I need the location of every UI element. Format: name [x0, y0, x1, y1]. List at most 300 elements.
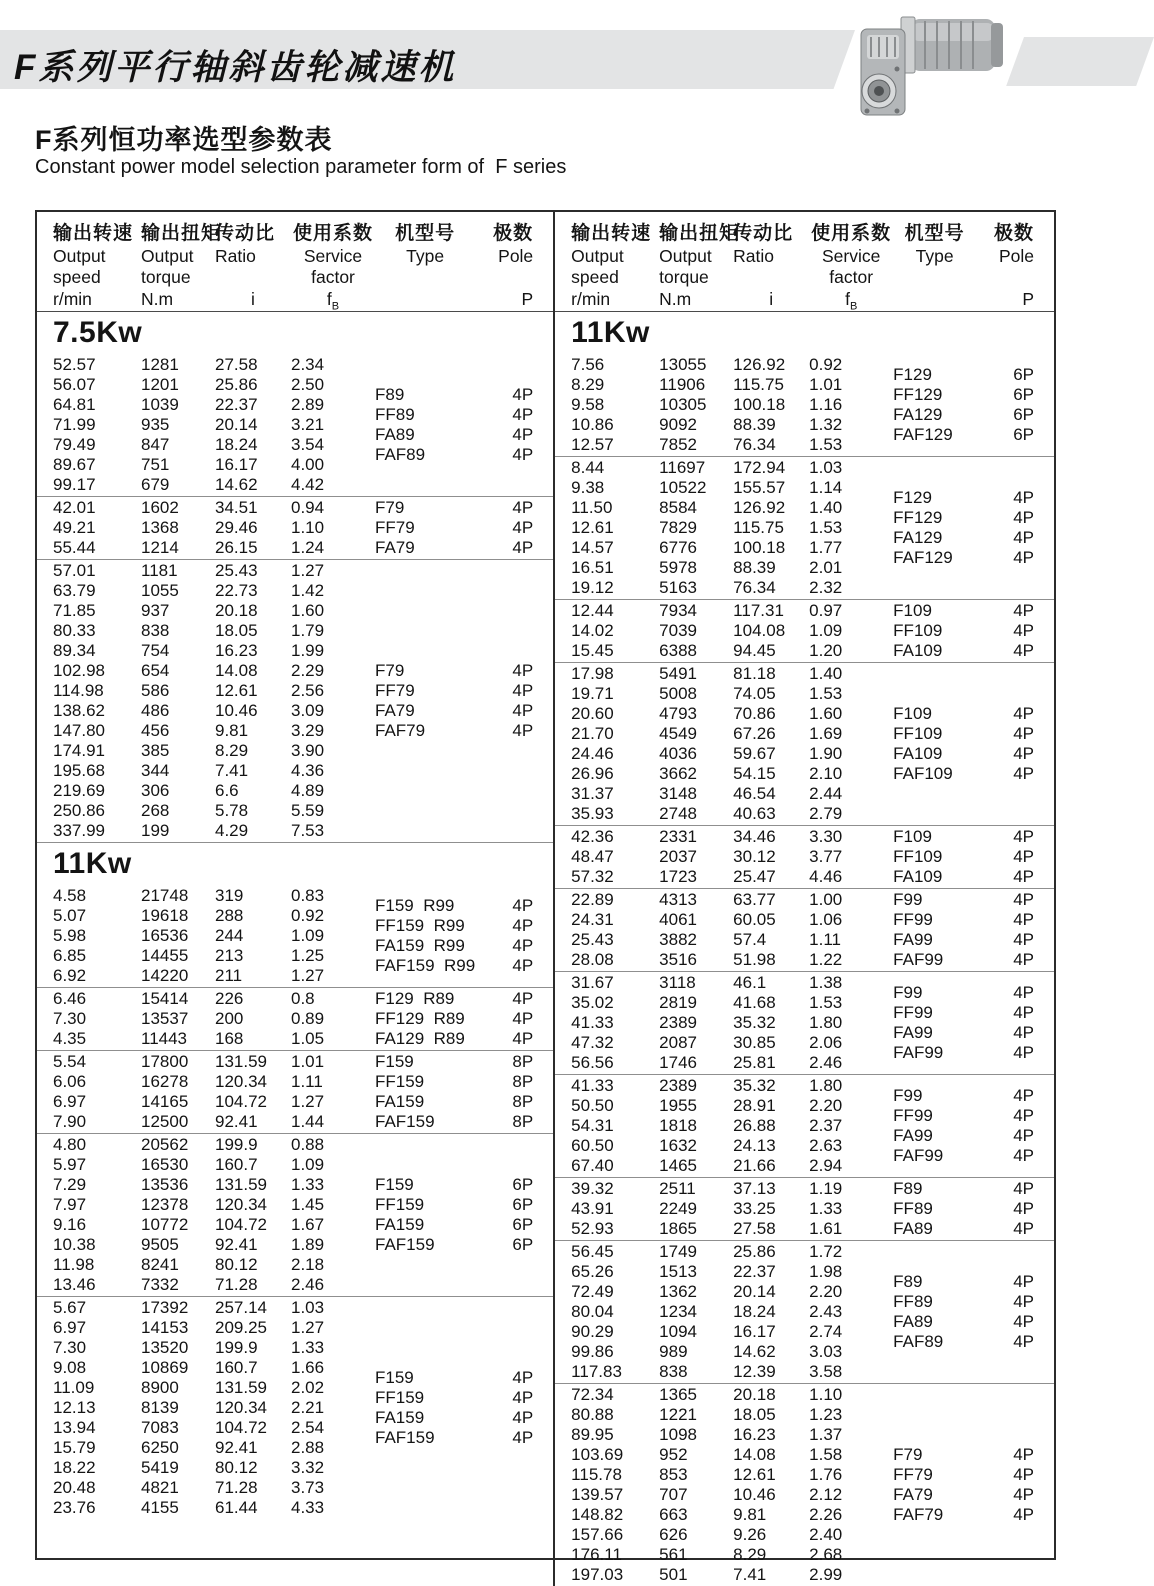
table-row: [53, 1298, 375, 1318]
cell-output-speed: 19.12: [571, 578, 614, 597]
row-group-values: [53, 498, 375, 558]
cell-ratio: 16.17: [215, 455, 258, 474]
cell-output-speed: 6.92: [53, 966, 87, 985]
cell-service-factor: 3.73: [291, 1478, 325, 1497]
cell-output-speed: 99.17: [53, 475, 96, 494]
cell-output-speed: 117.83: [571, 1362, 622, 1381]
cell-ratio: 120.34: [215, 1195, 267, 1214]
cell-output-speed: 43.91: [571, 1199, 614, 1218]
table-row: [53, 581, 375, 601]
type-row: [375, 1408, 533, 1428]
cell-output-torque: 707: [659, 1485, 688, 1504]
cell-output-speed: 20.48: [53, 1478, 96, 1497]
cell-output-speed: 5.07: [53, 906, 87, 925]
column-header-3: [809, 221, 893, 319]
pole-label: 4P: [1013, 983, 1034, 1002]
type-row: [893, 1043, 1034, 1063]
column-header-en: [976, 267, 1034, 288]
column-header-unit: P: [1022, 289, 1034, 309]
cell-output-torque: 1234: [659, 1302, 697, 1321]
cell-output-torque: 12378: [141, 1195, 189, 1214]
cell-output-speed: 11.09: [53, 1378, 95, 1397]
column-header-0: [571, 221, 659, 319]
cell-service-factor: 1.27: [291, 1092, 325, 1111]
type-row: [893, 867, 1034, 887]
type-label: FAF129: [893, 425, 953, 444]
pole-label: 4P: [512, 518, 534, 537]
pole-label: 4P: [512, 1408, 534, 1427]
cell-ratio: 7.41: [733, 1565, 767, 1584]
cell-service-factor: 3.58: [809, 1362, 843, 1381]
type-row: [375, 721, 533, 741]
cell-ratio: 22.37: [215, 395, 258, 414]
cell-output-torque: 4313: [659, 890, 697, 909]
row-group-values: [571, 1385, 893, 1585]
type-row: [893, 1332, 1034, 1352]
pole-label: 6P: [1013, 365, 1034, 384]
cell-service-factor: 2.89: [291, 395, 325, 414]
cell-service-factor: 1.40: [809, 498, 843, 517]
cell-output-speed: 42.01: [53, 498, 96, 517]
cell-output-speed: 72.49: [571, 1282, 614, 1301]
table-row: [53, 1318, 375, 1338]
cell-output-torque: 12500: [141, 1112, 189, 1131]
row-group-values: [571, 601, 893, 661]
type-row: [893, 1126, 1034, 1146]
type-label: F159: [375, 1368, 414, 1387]
table-row: [571, 1219, 893, 1239]
pole-label: 4P: [1013, 1179, 1034, 1198]
type-row: [893, 405, 1034, 425]
cell-output-torque: 10869: [141, 1358, 189, 1377]
cell-output-speed: 250.86: [53, 801, 105, 820]
cell-output-speed: 89.67: [53, 455, 96, 474]
cell-output-torque: 1723: [659, 867, 697, 886]
banner-accent-shape: [1006, 37, 1154, 86]
cell-ratio: 27.58: [215, 355, 258, 374]
column-header-zh: 输出扭矩: [141, 223, 222, 244]
cell-ratio: 10.46: [733, 1485, 776, 1504]
cell-output-torque: 1055: [141, 581, 179, 600]
cell-output-torque: 6388: [659, 641, 697, 660]
cell-ratio: 57.4: [733, 930, 767, 949]
cell-ratio: 88.39: [733, 415, 776, 434]
cell-output-torque: 3516: [659, 950, 697, 969]
column-header-en: torque: [141, 267, 191, 287]
table-row: [571, 395, 893, 415]
cell-service-factor: 0.92: [809, 355, 843, 374]
cell-ratio: 155.57: [733, 478, 786, 497]
type-row: [893, 548, 1034, 568]
row-group-values: [571, 827, 893, 887]
row-group: [37, 1050, 553, 1133]
cell-output-torque: 1602: [141, 498, 179, 517]
type-row: [893, 528, 1034, 548]
cell-ratio: 16.23: [733, 1425, 776, 1444]
cell-ratio: 25.43: [215, 561, 258, 580]
cell-ratio: 26.15: [215, 538, 258, 557]
cell-service-factor: 1.80: [809, 1013, 843, 1032]
type-row: [375, 1112, 533, 1132]
cell-output-torque: 1955: [659, 1096, 697, 1115]
type-row: [893, 910, 1034, 930]
type-label: FA79: [375, 538, 415, 557]
cell-ratio: 18.05: [215, 621, 258, 640]
table-row: [53, 1275, 375, 1295]
cell-output-torque: 6250: [141, 1438, 179, 1457]
cell-output-speed: 41.33: [571, 1076, 614, 1095]
cell-ratio: 92.41: [215, 1235, 258, 1254]
cell-output-torque: 1181: [141, 561, 178, 580]
cell-output-torque: 2087: [659, 1033, 697, 1052]
table-row: [53, 1215, 375, 1235]
table-row: [571, 744, 893, 764]
column-header-en: Output: [659, 246, 712, 266]
type-label: FA129: [893, 528, 943, 547]
table-row: [571, 684, 893, 704]
cell-service-factor: 3.77: [809, 847, 843, 866]
pole-label: 4P: [1013, 601, 1034, 620]
cell-ratio: 104.72: [215, 1092, 267, 1111]
cell-ratio: 30.12: [733, 847, 776, 866]
cell-service-factor: 2.56: [291, 681, 325, 700]
type-label: FAF159: [375, 1112, 435, 1131]
table-row: [571, 1156, 893, 1176]
cell-output-speed: 60.50: [571, 1136, 614, 1155]
cell-output-torque: 3148: [659, 784, 697, 803]
type-row: [375, 936, 533, 956]
cell-ratio: 28.91: [733, 1096, 776, 1115]
type-label: FF109: [893, 621, 943, 640]
table-row: [53, 621, 375, 641]
table-row: [571, 1425, 893, 1445]
table-row: [571, 1545, 893, 1565]
table-row: [53, 946, 375, 966]
table-row: [53, 1235, 375, 1255]
cell-output-speed: 5.97: [53, 1155, 87, 1174]
type-label: F109: [893, 704, 932, 723]
table-row: [571, 1405, 893, 1425]
cell-output-torque: 2389: [659, 1076, 697, 1095]
cell-output-speed: 39.32: [571, 1179, 614, 1198]
cell-service-factor: 7.53: [291, 821, 325, 840]
type-row: [375, 661, 533, 681]
cell-output-speed: 337.99: [53, 821, 105, 840]
table-row: [53, 821, 375, 841]
table-row: [53, 1358, 375, 1378]
cell-ratio: 33.25: [733, 1199, 776, 1218]
pole-label: 4P: [1013, 1332, 1034, 1351]
cell-service-factor: 2.46: [809, 1053, 843, 1072]
table-row: [53, 906, 375, 926]
cell-output-speed: 103.69: [571, 1445, 624, 1464]
row-group-types: [375, 561, 533, 841]
cell-output-speed: 10.86: [571, 415, 614, 434]
column-header-zh: 使用系数: [292, 223, 373, 244]
cell-output-speed: 24.31: [571, 910, 614, 929]
cell-output-torque: 9505: [141, 1235, 179, 1254]
cell-service-factor: 2.44: [809, 784, 843, 803]
row-group-values: [571, 1076, 893, 1176]
cell-output-torque: 7934: [659, 601, 697, 620]
cell-output-speed: 65.26: [571, 1262, 614, 1281]
cell-output-speed: 56.56: [571, 1053, 614, 1072]
table-row: [53, 1092, 375, 1112]
cell-output-torque: 17392: [141, 1298, 189, 1317]
type-label: FF159: [375, 1072, 425, 1091]
row-group-types: [375, 1135, 533, 1295]
type-row: [893, 1445, 1034, 1465]
pole-label: 4P: [1013, 950, 1034, 969]
pole-label: 8P: [512, 1072, 534, 1091]
type-label: FAF129: [893, 548, 953, 567]
cell-service-factor: 1.33: [291, 1175, 325, 1194]
cell-output-torque: 2249: [659, 1199, 697, 1218]
cell-service-factor: 4.89: [291, 781, 325, 800]
cell-output-speed: 6.06: [53, 1072, 87, 1091]
power-section-heading: 7.5Kw: [53, 316, 143, 349]
cell-service-factor: 3.30: [809, 827, 843, 846]
type-row: [893, 641, 1034, 661]
table-row: [53, 1338, 375, 1358]
cell-ratio: 117.31: [733, 601, 784, 620]
cell-output-torque: 14165: [141, 1092, 189, 1111]
cell-output-speed: 54.31: [571, 1116, 614, 1135]
pole-label: 4P: [512, 989, 534, 1008]
cell-ratio: 34.46: [733, 827, 776, 846]
cell-service-factor: 1.44: [291, 1112, 325, 1131]
cell-output-speed: 71.85: [53, 601, 96, 620]
type-row: [893, 983, 1034, 1003]
pole-label: 4P: [1013, 1086, 1034, 1105]
row-group-types: [893, 458, 1034, 598]
table-row: [53, 498, 375, 518]
cell-service-factor: 1.33: [809, 1199, 843, 1218]
row-group-values: [571, 664, 893, 824]
type-label: F109: [893, 827, 932, 846]
cell-output-speed: 23.76: [53, 1498, 96, 1517]
type-label: FAF79: [893, 1505, 944, 1524]
type-label: F129: [893, 488, 932, 507]
pole-label: 4P: [1013, 1003, 1034, 1022]
type-row: [893, 1505, 1034, 1525]
cell-output-speed: 197.03: [571, 1565, 624, 1584]
cell-output-speed: 19.71: [571, 684, 614, 703]
type-label: FA89: [375, 425, 415, 444]
row-group-types: [375, 498, 533, 558]
cell-output-speed: 14.57: [571, 538, 614, 557]
cell-output-torque: 1746: [659, 1053, 697, 1072]
cell-output-speed: 15.79: [53, 1438, 96, 1457]
cell-ratio: 199.9: [215, 1135, 258, 1154]
cell-ratio: 244: [215, 926, 244, 945]
cell-ratio: 22.73: [215, 581, 258, 600]
cell-output-speed: 80.88: [571, 1405, 614, 1424]
cell-service-factor: 1.80: [809, 1076, 843, 1095]
cell-output-torque: 3662: [659, 764, 697, 783]
cell-service-factor: 1.89: [291, 1235, 325, 1254]
cell-ratio: 104.72: [215, 1215, 267, 1234]
type-label: FAF89: [375, 445, 426, 464]
pole-label: 4P: [1013, 548, 1034, 567]
cell-service-factor: 3.32: [291, 1458, 325, 1477]
cell-ratio: 74.05: [733, 684, 776, 703]
cell-output-torque: 7332: [141, 1275, 179, 1294]
cell-ratio: 100.18: [733, 395, 786, 414]
cell-output-speed: 6.85: [53, 946, 87, 965]
cell-output-torque: 13536: [141, 1175, 189, 1194]
pole-label: 4P: [1013, 867, 1034, 886]
column-header-unit: P: [521, 289, 534, 309]
row-group: [37, 354, 553, 496]
column-header-en: Service: [303, 246, 363, 266]
cell-service-factor: 1.09: [291, 1155, 325, 1174]
type-row: [893, 601, 1034, 621]
table-row: [53, 518, 375, 538]
cell-output-speed: 9.58: [571, 395, 605, 414]
table-row: [53, 355, 375, 375]
cell-output-speed: 138.62: [53, 701, 105, 720]
cell-ratio: 131.59: [215, 1175, 267, 1194]
cell-output-torque: 1365: [659, 1385, 697, 1404]
cell-ratio: 14.08: [733, 1445, 776, 1464]
table-row: [571, 498, 893, 518]
table-row: [53, 781, 375, 801]
cell-service-factor: 1.00: [809, 890, 843, 909]
cell-output-torque: 5978: [659, 558, 697, 577]
type-label: FAF159 R99: [375, 956, 476, 975]
cell-ratio: 81.18: [733, 664, 776, 683]
cell-ratio: 213: [215, 946, 244, 965]
type-label: FF159: [375, 1195, 425, 1214]
row-group-types: [893, 601, 1034, 661]
cell-ratio: 46.54: [733, 784, 776, 803]
cell-service-factor: 3.54: [291, 435, 325, 454]
cell-ratio: 20.18: [215, 601, 258, 620]
cell-output-torque: 3882: [659, 930, 697, 949]
cell-ratio: 20.14: [215, 415, 258, 434]
power-section-heading: 11Kw: [37, 842, 553, 885]
pole-label: 6P: [1013, 385, 1034, 404]
cell-output-speed: 102.98: [53, 661, 105, 680]
cell-output-speed: 9.08: [53, 1358, 87, 1377]
type-row: [375, 1052, 533, 1072]
cell-service-factor: 2.10: [809, 764, 843, 783]
pole-label: 6P: [1013, 405, 1034, 424]
cell-ratio: 16.23: [215, 641, 258, 660]
cell-service-factor: 1.05: [291, 1029, 325, 1048]
pole-label: 6P: [1013, 425, 1034, 444]
column-header-en: speed: [53, 267, 101, 287]
pole-label: 4P: [512, 445, 534, 464]
type-label: F79: [375, 498, 405, 517]
column-header-zh: 机型号: [904, 223, 965, 244]
cell-ratio: 35.32: [733, 1013, 776, 1032]
table-left-half: [37, 212, 553, 1586]
cell-output-torque: 5419: [141, 1458, 179, 1477]
table-row: [53, 1398, 375, 1418]
cell-output-torque: 8584: [659, 498, 697, 517]
type-label: FF89: [375, 405, 415, 424]
type-label: FF79: [893, 1465, 933, 1484]
cell-output-speed: 139.57: [571, 1485, 624, 1504]
cell-service-factor: 1.11: [291, 1072, 323, 1091]
column-header-zh: 输出扭矩: [659, 223, 740, 244]
pole-label: 4P: [1013, 1312, 1034, 1331]
type-label: F129: [893, 365, 932, 384]
cell-ratio: 41.68: [733, 993, 776, 1012]
cell-output-speed: 14.02: [571, 621, 614, 640]
table-row: [53, 1155, 375, 1175]
column-header-unit: i: [251, 289, 255, 309]
cell-service-factor: 3.09: [291, 701, 325, 720]
pole-label: 4P: [1013, 1445, 1034, 1464]
table-row: [571, 1116, 893, 1136]
column-header-zh: 传动比: [215, 223, 276, 244]
cell-output-torque: 6776: [659, 538, 697, 557]
column-header-5: [976, 221, 1034, 319]
table-row: [53, 966, 375, 986]
cell-output-speed: 12.44: [571, 601, 614, 620]
cell-output-speed: 80.04: [571, 1302, 614, 1321]
table-row: [53, 989, 375, 1009]
cell-output-speed: 114.98: [53, 681, 104, 700]
cell-ratio: 131.59: [215, 1378, 267, 1397]
cell-ratio: 37.13: [733, 1179, 776, 1198]
type-row: [375, 1368, 533, 1388]
table-row: [571, 930, 893, 950]
pole-label: 6P: [512, 1195, 534, 1214]
cell-output-speed: 11.50: [571, 498, 613, 517]
cell-output-torque: 17800: [141, 1052, 189, 1071]
cell-service-factor: 1.77: [809, 538, 843, 557]
type-label: FAF159: [375, 1428, 435, 1447]
cell-output-speed: 10.38: [53, 1235, 96, 1254]
table-row: [571, 1525, 893, 1545]
cell-ratio: 88.39: [733, 558, 776, 577]
cell-ratio: 71.28: [215, 1478, 258, 1497]
column-header-en: speed: [571, 267, 619, 287]
cell-output-torque: 586: [141, 681, 170, 700]
table-row: [571, 621, 893, 641]
cell-output-speed: 4.35: [53, 1029, 87, 1048]
cell-output-speed: 80.33: [53, 621, 96, 640]
cell-output-torque: 14455: [141, 946, 189, 965]
cell-service-factor: 0.83: [291, 886, 325, 905]
cell-output-speed: 31.37: [571, 784, 614, 803]
table-row: [571, 518, 893, 538]
type-row: [893, 1086, 1034, 1106]
row-group: [555, 888, 1054, 971]
cell-service-factor: 1.90: [809, 744, 843, 763]
cell-service-factor: 1.20: [809, 641, 843, 660]
cell-ratio: 34.51: [215, 498, 258, 517]
type-label: FAF99: [893, 1043, 944, 1062]
type-row: [375, 1029, 533, 1049]
type-label: FA109: [893, 867, 943, 886]
table-row: [53, 1112, 375, 1132]
cell-ratio: 160.7: [215, 1358, 258, 1377]
cell-ratio: 9.26: [733, 1525, 767, 1544]
table-row: [571, 890, 893, 910]
table-body: [37, 312, 553, 1519]
cell-output-speed: 35.93: [571, 804, 614, 823]
pole-label: 4P: [1013, 1043, 1034, 1062]
type-row: [375, 681, 533, 701]
cell-output-speed: 5.67: [53, 1298, 87, 1317]
pole-label: 4P: [1013, 890, 1034, 909]
cell-output-torque: 8241: [141, 1255, 179, 1274]
